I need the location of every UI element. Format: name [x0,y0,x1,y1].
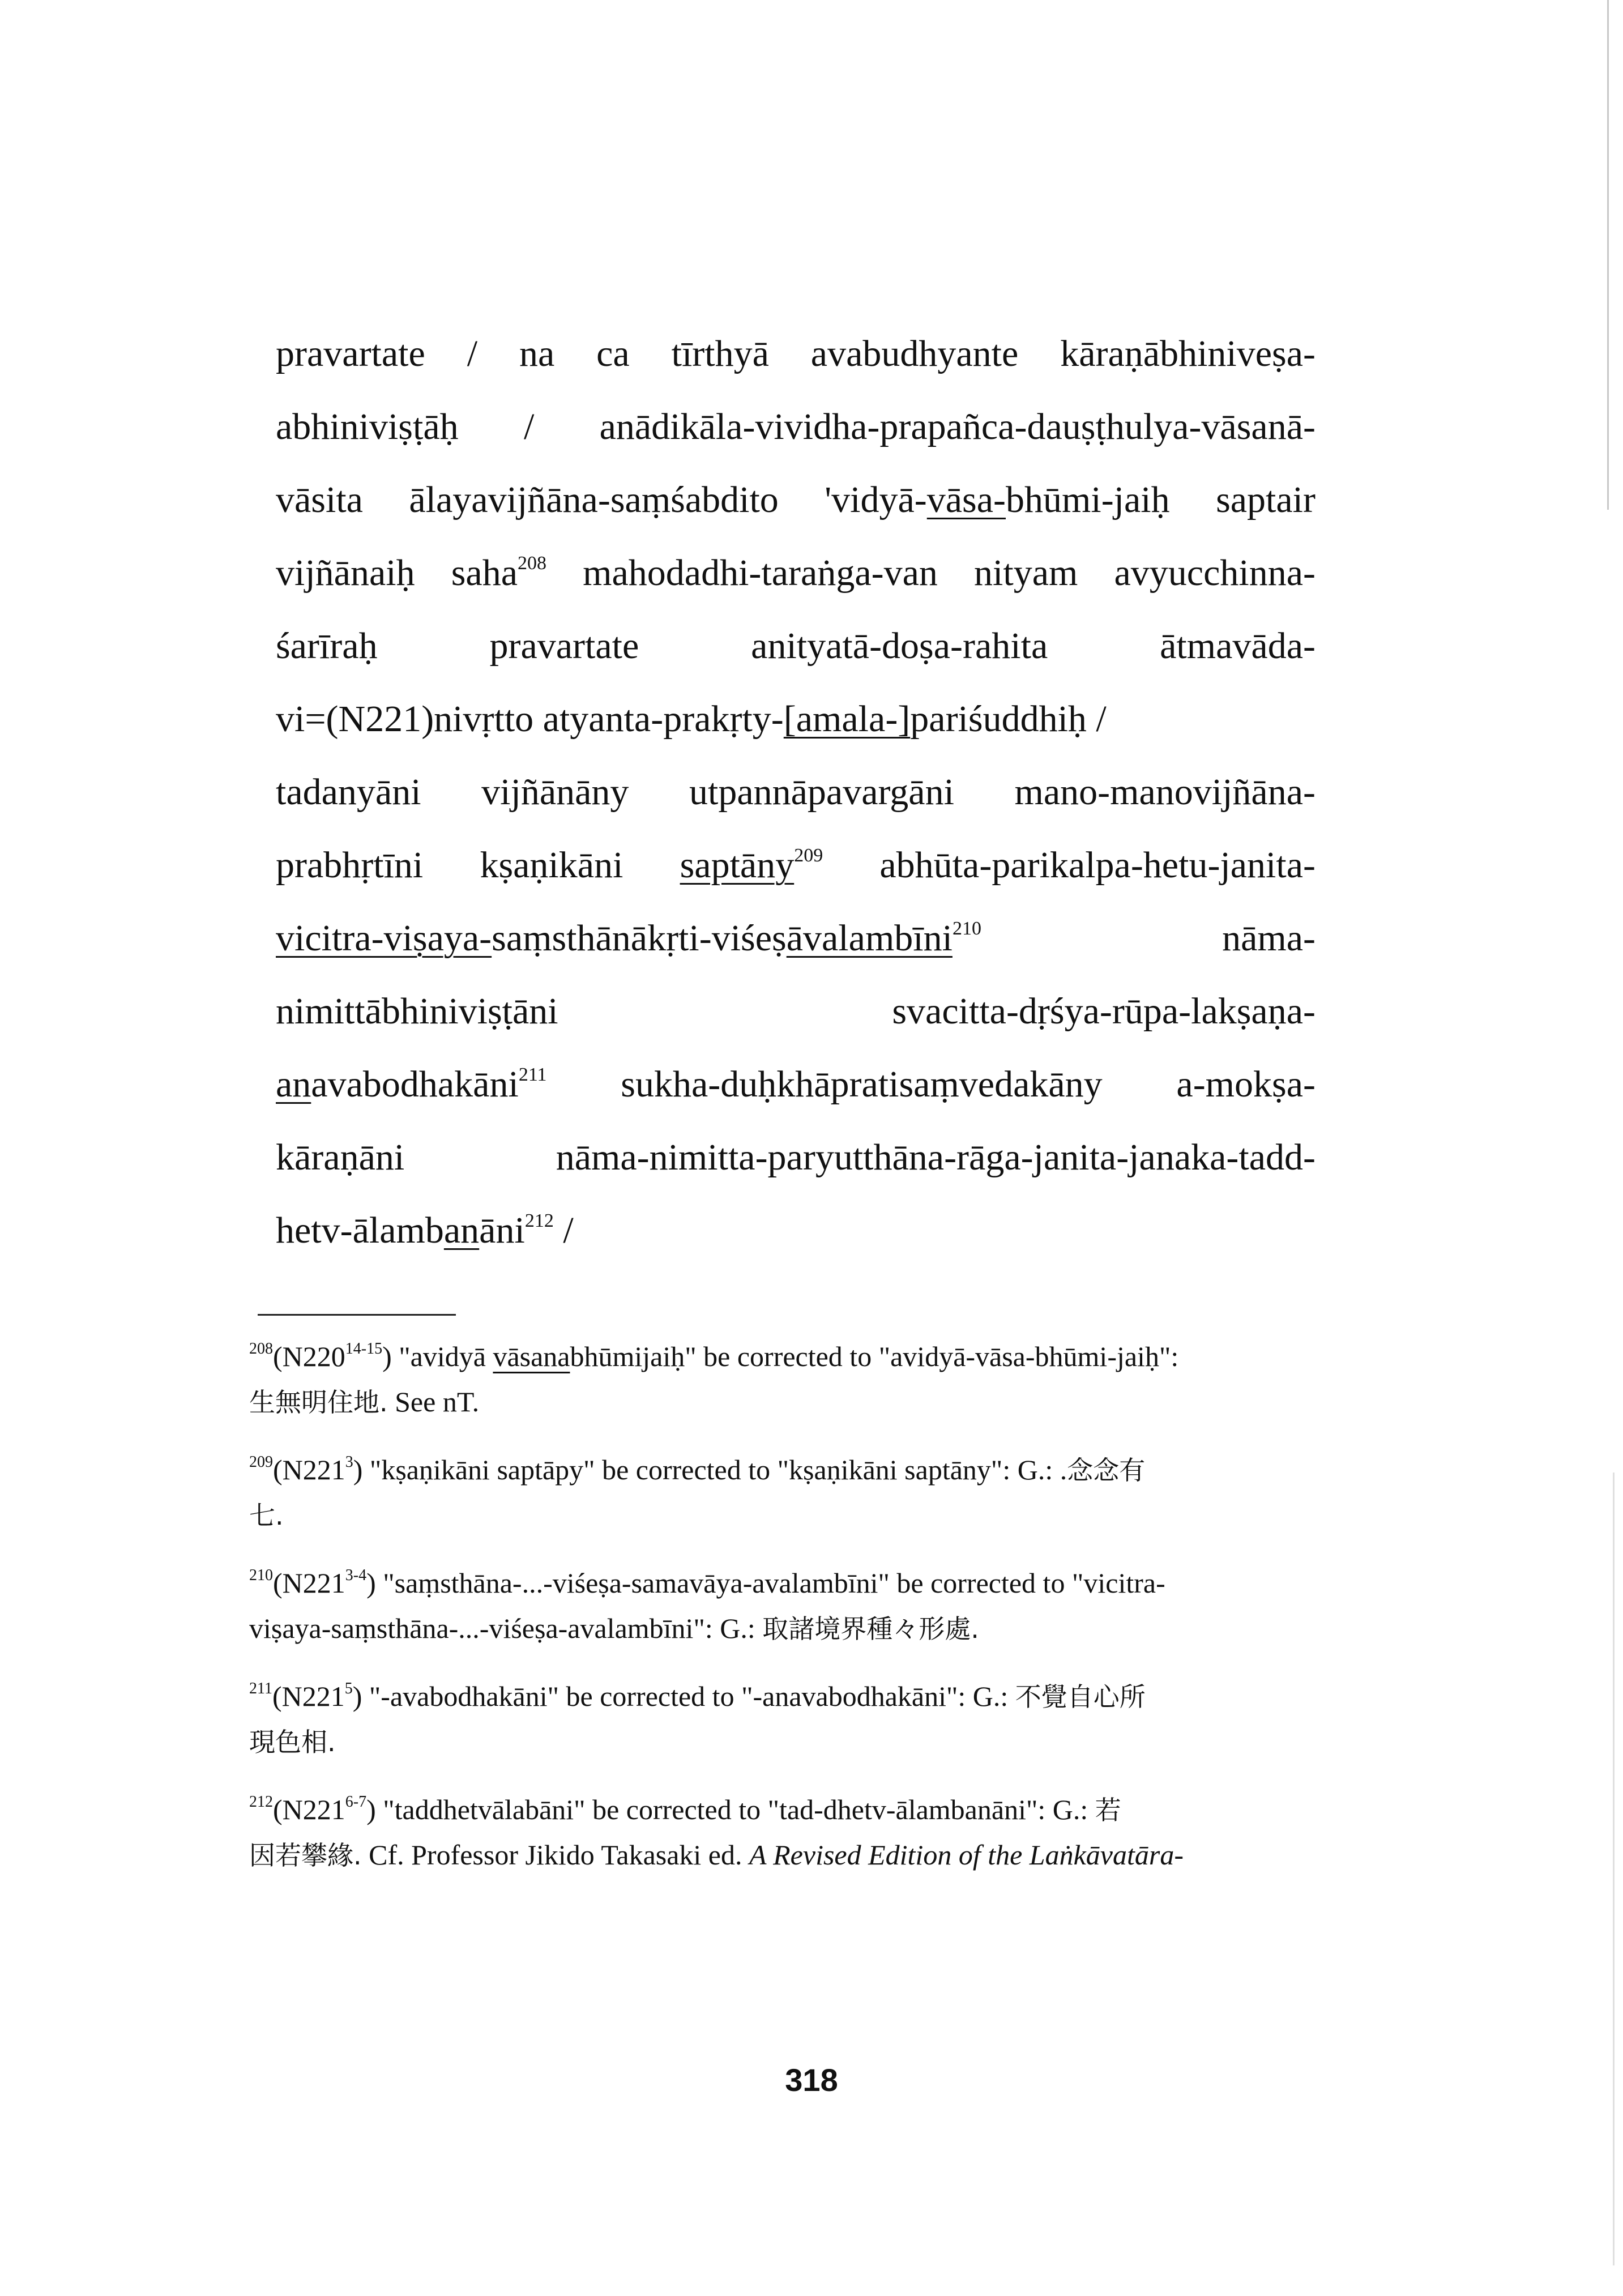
text-line: śarīraḥ pravartate anityatā-doṣa-rahita ātmavāda- [276,625,1316,667]
text-line: prabhṛtīni kṣaṇikāni saptāny$^{209}$ abhūta-parikalpa-hetu-janita- [276,829,1316,902]
text-line: hetv-ālambanāni$^{212}$ / [276,1210,574,1251]
book-title: A Revised Edition of the Laṅkāvatāra- [749,1839,1184,1871]
text-line: vāsita ālayavijñāna-saṃśabdito 'vidyā-vāsa-bhūmi-jaiḥ saptair [276,463,1316,536]
scan-edge-bottom [1613,1473,1615,2265]
footnotes [249,1334,1325,1900]
main-sanskrit-text [276,317,1316,1267]
footnote-ref: 212 [524,1210,554,1231]
text-line: pravartate / na ca tīrthyā avabudhyante kāraṇābhiniveṣa- [276,333,1316,374]
footnote-number: 210 [249,1567,273,1584]
footnote-ref-group: saha$^{208}$ [451,552,547,594]
footnote-ref: 211 [518,1064,547,1085]
footnote-209: $^{209}(N221^3)$ "kṣaṇikāni saptāpy" be corrected to "kṣaṇikāni saptāny": G.: .念念有 七. [249,1453,1146,1531]
footnote-210: $^{210}$(N221$^{3-4}$) "saṃsthāna-...-viśeṣa-samavāya-avalambīni" be corrected to "vicitra- viṣaya-saṃsthāna-...-viśeṣa-avalambīni": G.: 取諸境界種々形處. [249,1567,1165,1644]
underlined-word-group: 'vidyā-vāsa-bhūmi-jaiḥ [825,479,1170,520]
scan-edge-top [1607,0,1609,510]
text-line: nimittābhiniviṣṭāni svacitta-dṛśya-rūpa-lakṣaṇa- [276,991,1316,1032]
text-line: vicitra-viṣaya-saṃsthānākṛti-viśeṣāvalambīni$^{210}$ nāma- [276,902,1316,975]
footnote-ref: 208 [518,553,547,574]
text-line: vi=(N221)nivṛtto atyanta-prakṛty-[amala-]pariśuddhiḥ / [276,698,1107,740]
underlined-insertion: [amala-] [783,698,911,740]
footnote-number: 212 [249,1793,273,1811]
footnote-ref-group: anavabodhakāni$^{211}$ [276,1064,547,1105]
page-number: 318 [785,2062,838,2098]
footnote-number: 211 [249,1680,272,1697]
footnote-ref-group: saptāny$^{209}$ [680,844,823,886]
footnote-ref: 209 [794,845,823,866]
text-line: anavabodhakāni$^{211}$ sukha-duḥkhāpratisaṃvedakāny a-mokṣa- [276,1048,1316,1121]
text-line: abhiniviṣṭāḥ / anādikāla-vividha-prapañca-dauṣṭhulya-vāsanā- [276,406,1316,447]
text-line: vijñānaiḥ saha$^{208}$ mahodadhi-taraṅga-van nityam avyucchinna- [276,536,1316,609]
footnote-ref: 210 [952,918,981,939]
footnote-211: $^{211}(N221^5)$ "-avabodhakāni" be corrected to "-anavabodhakāni": G.: 不覺自心所 現色相. [249,1680,1146,1757]
footnote-208: $^{208}$(N220$^{14-15}$) "avidyā vāsanabhūmijaiḥ" be corrected to "avidyā-vāsa-bhūmi-jaiḥ": 生無明住地. See nT. [249,1340,1179,1418]
underlined-word-group: vicitra-viṣaya-saṃsthānākṛti-viśeṣāvalambīni$^{210}$ [276,917,981,959]
footnote-separator [258,1314,456,1316]
text-line: tadanyāni vijñānāny utpannāpavargāni mano-manovijñāna- [276,771,1316,813]
footnote-number: 209 [249,1453,273,1471]
footnote-212: $^{212}$(N221$^{6-7}$) "taddhetvālabāni" be corrected to "tad-dhetv-ālambanāni": G.: 若 因若攀緣. Cf. Professor Jikido Takasaki ed. A Revised Edition of the Laṅkāvatāra- [249,1793,1184,1871]
footnote-number: 208 [249,1340,273,1358]
text-line: kāraṇāni nāma-nimitta-paryutthāna-rāga-janita-janaka-tadd- [276,1137,1316,1178]
